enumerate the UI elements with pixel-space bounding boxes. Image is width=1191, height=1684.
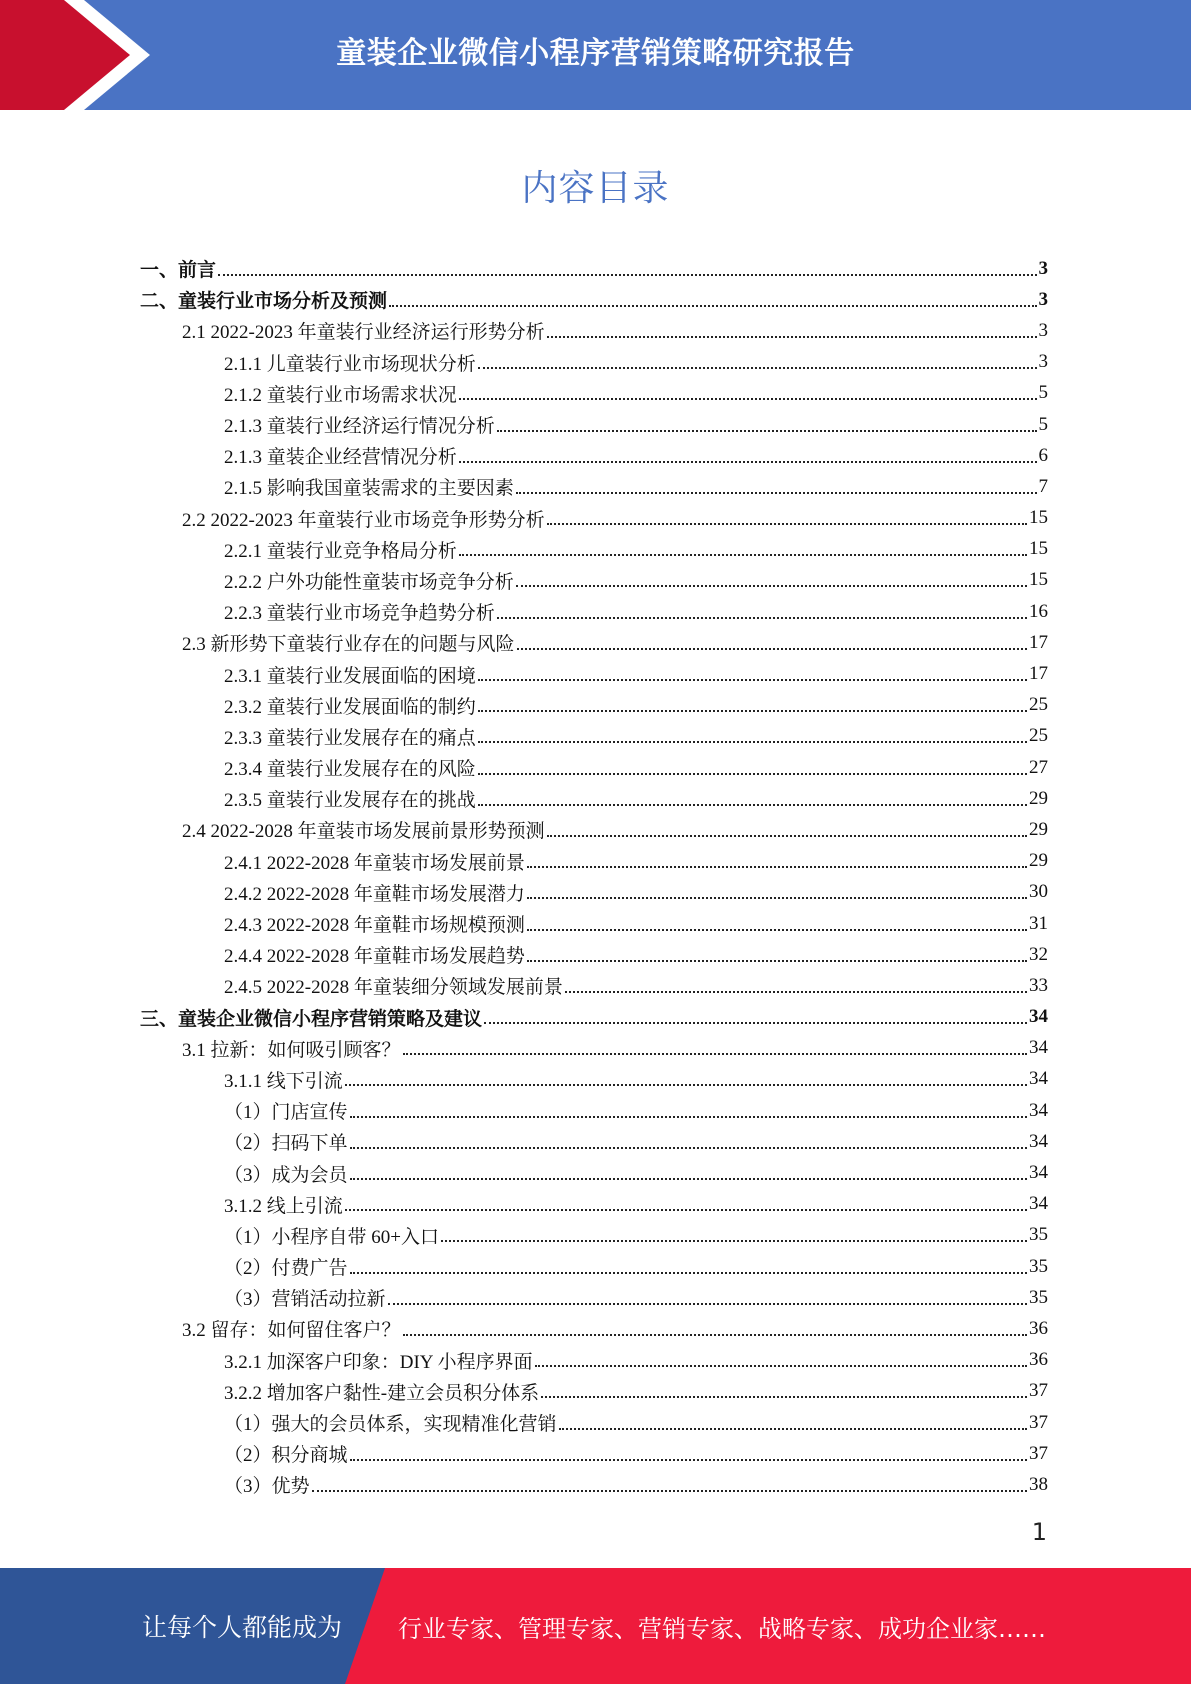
toc-leader-dots xyxy=(478,710,1027,712)
table-of-contents xyxy=(140,253,1048,1501)
toc-leader-dots xyxy=(478,741,1027,743)
toc-entry-label: （1）强大的会员体系，实现精准化营销 xyxy=(224,1414,557,1436)
toc-leader-dots xyxy=(527,866,1027,868)
toc-leader-dots xyxy=(484,1022,1027,1024)
toc-entry-label: 3.2.1 加深客户印象：DIY 小程序界面 xyxy=(224,1351,533,1373)
toc-entry-page: 27 xyxy=(1029,756,1048,778)
toc-entry-label: 三、童装企业微信小程序营销策略及建议 xyxy=(140,1008,483,1030)
toc-entry-page: 38 xyxy=(1029,1473,1048,1495)
toc-leader-dots xyxy=(541,1396,1027,1398)
toc-entry[interactable] xyxy=(140,846,1048,877)
toc-entry-label: 2.2.1 童装行业竞争格局分析 xyxy=(224,540,457,562)
toc-entry[interactable] xyxy=(140,1189,1048,1220)
toc-entry-label: 2.3 新形势下童装行业存在的问题与风险 xyxy=(182,634,515,656)
toc-entry-page: 15 xyxy=(1029,538,1048,560)
toc-entry-label: 2.2.2 户外功能性童装市场竞争分析 xyxy=(224,571,514,593)
toc-entry[interactable] xyxy=(140,440,1048,471)
toc-leader-dots xyxy=(350,1272,1027,1274)
report-title: 童装企业微信小程序营销策略研究报告 xyxy=(336,36,855,71)
toc-entry[interactable] xyxy=(140,1002,1048,1033)
footer-banner xyxy=(0,1568,1191,1684)
toc-entry-page: 34 xyxy=(1029,1130,1048,1152)
toc-entry-page: 34 xyxy=(1029,1193,1048,1215)
toc-entry-label: 2.3.4 童装行业发展存在的风险 xyxy=(224,759,476,781)
toc-entry[interactable] xyxy=(140,378,1048,409)
toc-entry-label: （2）扫码下单 xyxy=(224,1133,348,1155)
toc-entry-page: 36 xyxy=(1029,1317,1048,1339)
toc-leader-dots xyxy=(478,773,1027,775)
toc-leader-dots xyxy=(478,679,1027,681)
toc-entry-page: 3 xyxy=(1038,319,1048,341)
toc-entry-label: 3.1.2 线上引流 xyxy=(224,1195,343,1217)
toc-entry-page: 33 xyxy=(1029,974,1048,996)
toc-entry-page: 7 xyxy=(1038,475,1048,497)
toc-entry[interactable] xyxy=(140,315,1048,346)
toc-leader-dots xyxy=(345,1209,1027,1211)
toc-entry-label: 2.4.1 2022-2028 年童装市场发展前景 xyxy=(224,852,525,874)
toc-entry[interactable] xyxy=(140,1033,1048,1064)
toc-leader-dots xyxy=(350,1459,1027,1461)
toc-entry-page: 36 xyxy=(1029,1349,1048,1371)
toc-entry-label: 二、童装行业市场分析及预测 xyxy=(140,291,388,313)
toc-leader-dots xyxy=(517,648,1027,650)
toc-leader-dots xyxy=(345,1084,1027,1086)
toc-entry-label: 2.4.3 2022-2028 年童鞋市场规模预测 xyxy=(224,915,525,937)
toc-entry-label: （2）付费广告 xyxy=(224,1258,348,1280)
toc-leader-dots xyxy=(527,960,1027,962)
toc-entry[interactable] xyxy=(140,1438,1048,1469)
toc-leader-dots xyxy=(389,305,1036,307)
toc-entry[interactable] xyxy=(140,627,1048,658)
toc-leader-dots xyxy=(497,617,1027,619)
toc-entry[interactable] xyxy=(140,690,1048,721)
toc-entry-label: 3.2.2 增加客户黏性-建立会员积分体系 xyxy=(224,1382,540,1404)
toc-entry[interactable] xyxy=(140,1469,1048,1500)
toc-leader-dots xyxy=(547,523,1027,525)
toc-entry[interactable] xyxy=(140,1376,1048,1407)
toc-entry-label: 3.1.1 线下引流 xyxy=(224,1070,343,1092)
toc-entry-label: （1）小程序自带 60+入口 xyxy=(224,1226,439,1248)
toc-entry[interactable] xyxy=(140,1095,1048,1126)
toc-entry[interactable] xyxy=(140,721,1048,752)
toc-entry-page: 37 xyxy=(1029,1442,1048,1464)
toc-entry-label: 2.4 2022-2028 年童装市场发展前景形势预测 xyxy=(182,821,545,843)
toc-entry-page: 3 xyxy=(1038,257,1048,279)
toc-entry-label: 2.4.2 2022-2028 年童鞋市场发展潜力 xyxy=(224,883,525,905)
toc-leader-dots xyxy=(218,274,1036,276)
toc-entry-page: 37 xyxy=(1029,1411,1048,1433)
toc-entry-label: 2.3.1 童装行业发展面临的困境 xyxy=(224,665,476,687)
toc-entry[interactable] xyxy=(140,534,1048,565)
toc-entry[interactable] xyxy=(140,877,1048,908)
toc-heading: 内容目录 xyxy=(521,168,670,209)
toc-entry[interactable] xyxy=(140,1251,1048,1282)
toc-entry-page: 17 xyxy=(1029,631,1048,653)
toc-leader-dots xyxy=(547,835,1027,837)
toc-entry[interactable] xyxy=(140,1282,1048,1313)
toc-entry-label: （3）成为会员 xyxy=(224,1164,348,1186)
toc-entry-page: 6 xyxy=(1038,444,1048,466)
toc-entry[interactable] xyxy=(140,409,1048,440)
toc-entry-label: （3）优势 xyxy=(224,1476,310,1498)
toc-entry-label: 2.4.4 2022-2028 年童鞋市场发展趋势 xyxy=(224,946,525,968)
toc-leader-dots xyxy=(350,1116,1027,1118)
toc-entry-page: 31 xyxy=(1029,912,1048,934)
toc-entry[interactable] xyxy=(140,752,1048,783)
toc-entry[interactable] xyxy=(140,1345,1048,1376)
toc-leader-dots xyxy=(312,1490,1027,1492)
toc-entry-page: 5 xyxy=(1038,413,1048,435)
toc-entry-page: 15 xyxy=(1029,569,1048,591)
toc-leader-dots xyxy=(350,1147,1027,1149)
toc-entry[interactable] xyxy=(140,1064,1048,1095)
toc-entry-label: 2.3.5 童装行业发展存在的挑战 xyxy=(224,790,476,812)
toc-leader-dots xyxy=(403,1053,1027,1055)
toc-entry[interactable] xyxy=(140,1126,1048,1157)
toc-entry-page: 35 xyxy=(1029,1255,1048,1277)
toc-entry-label: 2.2 2022-2023 年童装行业市场竞争形势分析 xyxy=(182,509,545,531)
toc-entry-page: 16 xyxy=(1029,600,1048,622)
toc-leader-dots xyxy=(527,929,1027,931)
toc-entry-page: 34 xyxy=(1029,1099,1048,1121)
toc-entry-page: 34 xyxy=(1029,1006,1048,1028)
toc-entry-page: 25 xyxy=(1029,725,1048,747)
toc-entry-label: 2.2.3 童装行业市场竞争趋势分析 xyxy=(224,603,495,625)
toc-entry-label: 2.1.1 儿童装行业市场现状分析 xyxy=(224,353,476,375)
toc-entry-label: 2.4.5 2022-2028 年童装细分领域发展前景 xyxy=(224,977,563,999)
toc-leader-dots xyxy=(388,1303,1027,1305)
toc-entry[interactable] xyxy=(140,1313,1048,1344)
toc-leader-dots xyxy=(547,336,1037,338)
toc-entry-page: 3 xyxy=(1038,351,1048,373)
toc-entry-page: 17 xyxy=(1029,663,1048,685)
toc-leader-dots xyxy=(459,398,1037,400)
toc-entry-label: 2.1.5 影响我国童装需求的主要因素 xyxy=(224,478,514,500)
toc-leader-dots xyxy=(350,1178,1027,1180)
toc-leader-dots xyxy=(459,554,1027,556)
toc-entry-page: 34 xyxy=(1029,1162,1048,1184)
toc-entry[interactable] xyxy=(140,1407,1048,1438)
toc-entry-page: 5 xyxy=(1038,382,1048,404)
footer-slogan-right: 行业专家、管理专家、营销专家、战略专家、成功企业家…… xyxy=(398,1614,1046,1643)
toc-entry-page: 37 xyxy=(1029,1380,1048,1402)
toc-entry[interactable] xyxy=(140,596,1048,627)
toc-entry-label: 一、前言 xyxy=(140,260,217,282)
toc-entry-page: 25 xyxy=(1029,694,1048,716)
toc-entry[interactable] xyxy=(140,939,1048,970)
toc-leader-dots xyxy=(478,804,1027,806)
toc-entry-label: （3）营销活动拉新 xyxy=(224,1289,386,1311)
toc-entry-label: 2.1.3 童装行业经济运行情况分析 xyxy=(224,416,495,438)
toc-leader-dots xyxy=(441,1240,1027,1242)
toc-entry-page: 34 xyxy=(1029,1037,1048,1059)
toc-entry[interactable] xyxy=(140,253,1048,284)
toc-entry[interactable] xyxy=(140,1220,1048,1251)
toc-entry-label: （2）积分商城 xyxy=(224,1445,348,1467)
toc-entry-label: 3.1 拉新：如何吸引顾客？ xyxy=(182,1039,401,1061)
toc-entry-page: 34 xyxy=(1029,1068,1048,1090)
toc-entry[interactable] xyxy=(140,658,1048,689)
toc-entry-label: 3.2 留存：如何留住客户？ xyxy=(182,1320,401,1342)
toc-entry-page: 29 xyxy=(1029,850,1048,872)
header-banner xyxy=(0,0,1191,110)
toc-leader-dots xyxy=(565,991,1027,993)
toc-entry-label: 2.1.3 童装企业经营情况分析 xyxy=(224,447,457,469)
page-number: 1 xyxy=(1031,1518,1047,1546)
toc-entry[interactable] xyxy=(140,814,1048,845)
toc-entry[interactable] xyxy=(140,1157,1048,1188)
toc-entry[interactable] xyxy=(140,471,1048,502)
toc-entry[interactable] xyxy=(140,970,1048,1001)
toc-entry-label: 2.3.2 童装行业发展面临的制约 xyxy=(224,696,476,718)
toc-entry-page: 15 xyxy=(1029,507,1048,529)
toc-leader-dots xyxy=(559,1428,1027,1430)
toc-leader-dots xyxy=(516,585,1027,587)
footer-slogan-left: 让每个人都能成为 xyxy=(142,1613,343,1642)
toc-entry-page: 29 xyxy=(1029,787,1048,809)
toc-entry-page: 32 xyxy=(1029,943,1048,965)
toc-entry-page: 35 xyxy=(1029,1286,1048,1308)
toc-entry[interactable] xyxy=(140,783,1048,814)
toc-leader-dots xyxy=(459,461,1037,463)
toc-leader-dots xyxy=(403,1334,1027,1336)
toc-leader-dots xyxy=(535,1365,1027,1367)
toc-entry-label: 2.1.2 童装行业市场需求状况 xyxy=(224,384,457,406)
toc-entry-page: 29 xyxy=(1029,818,1048,840)
toc-entry-label: 2.1 2022-2023 年童装行业经济运行形势分析 xyxy=(182,322,545,344)
toc-entry[interactable] xyxy=(140,565,1048,596)
toc-entry-label: 2.3.3 童装行业发展存在的痛点 xyxy=(224,727,476,749)
toc-entry[interactable] xyxy=(140,347,1048,378)
toc-leader-dots xyxy=(527,897,1027,899)
toc-entry[interactable] xyxy=(140,503,1048,534)
toc-entry-page: 3 xyxy=(1038,288,1048,310)
toc-entry[interactable] xyxy=(140,284,1048,315)
toc-entry[interactable] xyxy=(140,908,1048,939)
toc-leader-dots xyxy=(478,367,1037,369)
toc-entry-label: （1）门店宣传 xyxy=(224,1102,348,1124)
toc-entry-page: 30 xyxy=(1029,881,1048,903)
toc-leader-dots xyxy=(497,430,1037,432)
toc-leader-dots xyxy=(516,492,1037,494)
toc-entry-page: 35 xyxy=(1029,1224,1048,1246)
